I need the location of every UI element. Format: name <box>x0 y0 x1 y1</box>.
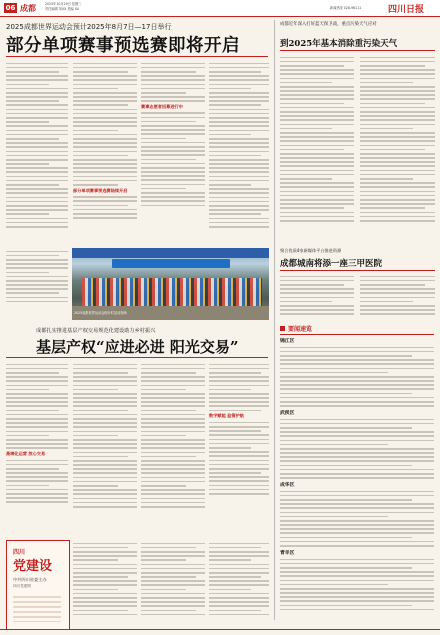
footer-rule <box>0 629 440 630</box>
top-story-col-1-lower <box>6 248 68 320</box>
marathon-photo <box>72 248 269 320</box>
section-label: 成都 <box>20 4 36 13</box>
bottom-col-1 <box>73 540 137 625</box>
grassroots-subhead-2: 数字赋能 监管护航 <box>209 413 244 419</box>
top-story-subhead-1: 部分单项赛事预选赛陆续开启 <box>73 187 128 193</box>
sidebar-title <box>280 324 434 335</box>
bottom-col-3 <box>209 540 269 625</box>
hotline: 新闻热线 028-96111 <box>330 6 362 10</box>
sidebar-item-1 <box>280 337 434 409</box>
mid-right-headline: 成都城南将添一座三甲医院 <box>280 259 383 269</box>
grassroots-col-4 <box>209 361 269 536</box>
grassroots-kicker: 成都扎实推进基层产权交易规范化建设助力乡村振兴 <box>36 328 156 334</box>
top-story-col-1 <box>6 60 68 245</box>
sidebar-item-3 <box>280 481 434 549</box>
sidebar-item-2-title: 武侯区 <box>280 411 295 416</box>
headline-rule <box>6 56 268 57</box>
grassroots-headline: 基层产权“应进必进 阳光交易” <box>36 338 239 356</box>
top-story-col-3 <box>141 60 205 245</box>
page-badge: 06 <box>5 4 16 12</box>
right-story-col-2 <box>360 54 435 244</box>
grassroots-rule <box>6 357 268 358</box>
sidebar-title-text: 要闻速览 <box>288 326 313 333</box>
photo-caption: 2025成都世界运动会倒计时活动现场 <box>74 311 127 315</box>
party-org: 中共四川省委主办 <box>13 577 47 582</box>
mid-right-col-2 <box>360 273 435 321</box>
grassroots-col-2 <box>73 361 137 536</box>
right-story-headline: 到2025年基本消除重污染天气 <box>280 39 398 49</box>
bottom-col-2 <box>141 540 205 625</box>
sidebar-item-1-title: 锦江区 <box>280 339 295 344</box>
top-story-col-4 <box>209 60 269 245</box>
sidebar-marker-icon <box>280 326 285 331</box>
top-story-kicker: 2025成都世界运动会预计2025年8月7日—17日举行 <box>6 23 172 31</box>
party-title: 党建设 <box>13 559 53 574</box>
mid-right-rule <box>280 270 435 271</box>
top-story-subhead-2: 赛事志愿者招募进行中 <box>141 103 183 109</box>
sidebar-item-4-title: 青羊区 <box>280 551 295 556</box>
grassroots-col-1 <box>6 361 68 536</box>
date-line: 2025年10月29日 星期三 <box>45 2 82 6</box>
grassroots-subhead-1: 高端化运营 放心交易 <box>6 450 46 456</box>
masthead <box>0 0 440 17</box>
sidebar-item-2 <box>280 409 434 481</box>
sidebar-item-4 <box>280 549 434 613</box>
top-story-headline: 部分单项赛事预选赛即将开启 <box>6 36 240 56</box>
right-story-col-1 <box>280 54 354 244</box>
editor-line: 责任编辑 刘XX 美编 XX <box>45 7 80 11</box>
right-story-rule <box>280 50 435 51</box>
party-sub: 四川党建网 <box>13 584 31 588</box>
sidebar-box <box>280 324 434 620</box>
party-ornament <box>13 596 61 622</box>
party-brand: 四川 <box>13 549 26 556</box>
top-story-col-2 <box>73 60 137 245</box>
party-column <box>6 540 70 630</box>
mid-right-col-1 <box>280 273 354 321</box>
grassroots-col-3 <box>141 361 205 536</box>
paper-name: 四川日报 <box>388 5 425 15</box>
sidebar-item-3-title: 成华区 <box>280 483 295 488</box>
mid-right-kicker: 聚合优质4家新媒体平台推进资源 <box>280 248 342 253</box>
right-column-divider <box>274 20 275 620</box>
right-story-kicker: 成都近年深入打好蓝天保卫战，重点污染天气应对 <box>280 22 377 27</box>
